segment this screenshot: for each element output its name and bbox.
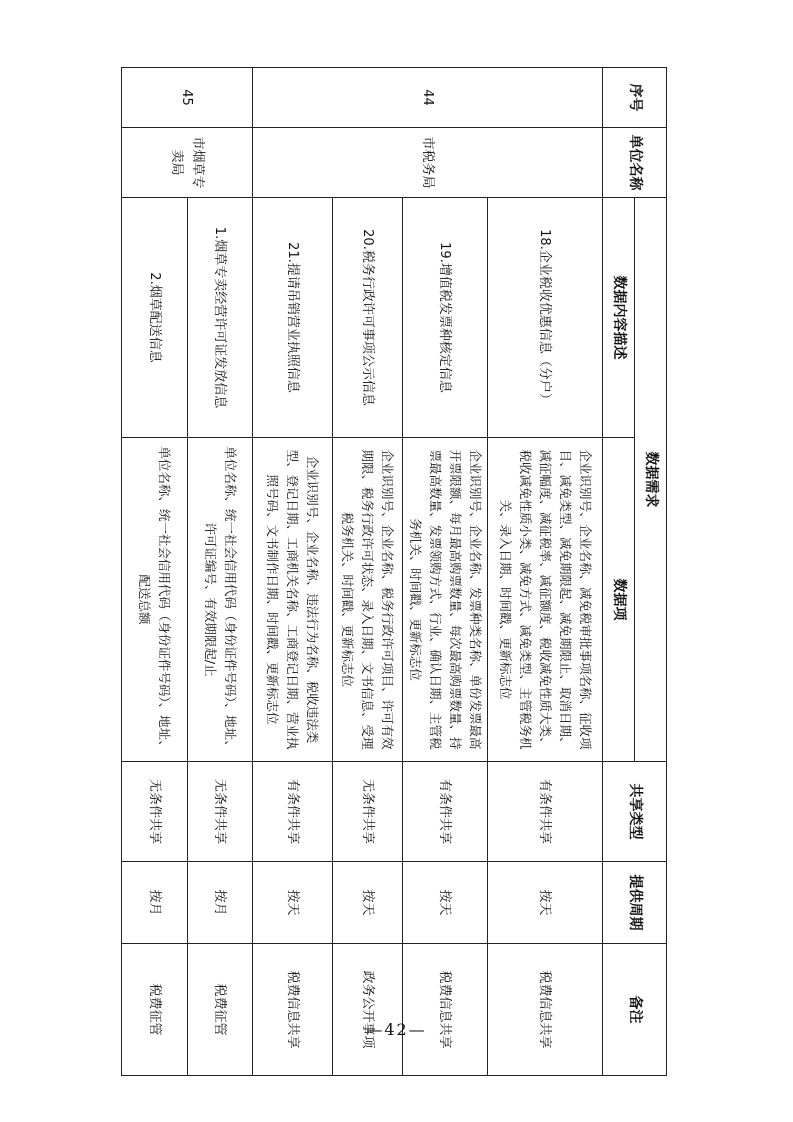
header-unit: 单位名称 [603,128,667,198]
header-desc: 数据内容描述 [603,198,635,438]
table-row [188,68,253,1076]
desc-cell: 2.烟草配送信息 [122,198,188,438]
items-cell: 单位名称、统一社会信用代码（身份证件号码）、地址、许可证编号、有效期限起/止 [188,438,253,762]
remark-cell: 税费信息共享 [403,944,488,1076]
unit-cell: 市税务局 [253,128,603,198]
table-row [253,68,333,1076]
seq-cell: 45 [122,68,253,128]
seq-cell: 44 [253,68,603,128]
page-number: —42— [366,1020,427,1039]
items-cell: 企业识别号、企业名称、税务行政许可项目、许可有效期限、税务行政许可状态、录入日期、文书信息、受理税务机关、时间戳、更新标志位 [333,438,403,762]
items-cell: 企业识别号、企业名称、减免税审批事项名称、征收项目、减免类型、减免期限起、减免期限止、取消日期、减征幅度、减征税率、减征额度、税收减免性质大类、税收减免性质小类、减免方式、减免类型、主管税务机关、录入日期、时间戳、更新标志位 [488,438,603,762]
cycle-cell: 按天 [253,862,333,944]
share-cell: 有条件共享 [403,762,488,862]
table-row [122,68,188,1076]
cycle-cell: 按天 [488,862,603,944]
share-cell: 有条件共享 [488,762,603,862]
share-cell: 无条件共享 [122,762,188,862]
header-share: 共享类型 [603,762,667,862]
items-cell: 企业识别号、企业名称、发票种类名称、单份发票最高开票限额、每月最高购票数量、每次最高购票数量、持票最高数量、发票领购方式、行业、确认日期、主管税务机关、时间戳、更新标志位 [403,438,488,762]
remark-cell: 税费征管 [188,944,253,1076]
desc-cell: 20.税务行政许可事项公示信息 [333,198,403,438]
cycle-cell: 按月 [122,862,188,944]
cycle-cell: 按天 [403,862,488,944]
header-items: 数据项 [603,438,635,762]
remark-cell: 政务公开事项 [333,944,403,1076]
share-cell: 无条件共享 [333,762,403,862]
header-demand: 数据需求 [635,198,667,762]
cycle-cell: 按天 [333,862,403,944]
desc-cell: 1.烟草专卖经营许可证发放信息 [188,198,253,438]
remark-cell: 税费征管 [122,944,188,1076]
share-cell: 有条件共享 [253,762,333,862]
desc-cell: 21.提请吊销营业执照信息 [253,198,333,438]
header-seq: 序号 [603,68,667,128]
table-row [333,68,403,1076]
desc-cell: 19.增值税发票种核定信息 [403,198,488,438]
cycle-cell: 按月 [188,862,253,944]
unit-cell: 市烟草专卖局 [122,128,253,198]
remark-cell: 税费信息共享 [488,944,603,1076]
data-demand-table [121,67,667,1076]
items-cell: 单位名称、统一社会信用代码（身份证件号码）、地址、配送总额 [122,438,188,762]
header-cycle: 提供周期 [603,862,667,944]
header-remark: 备注 [603,944,667,1076]
share-cell: 无条件共享 [188,762,253,862]
table-row [403,68,488,1076]
remark-cell: 税费信息共享 [253,944,333,1076]
header-row-1 [635,68,667,1076]
items-cell: 企业识别号、企业名称、违法行为名称、税收违法类型、登记日期、工商机关名称、工商登记日期、营业执照号码、文书制作日期、时间戳、更新标志位 [253,438,333,762]
rotated-page-content [127,67,667,1075]
desc-cell: 18.企业税收优惠信息（分户） [488,198,603,438]
table-row [488,68,603,1076]
